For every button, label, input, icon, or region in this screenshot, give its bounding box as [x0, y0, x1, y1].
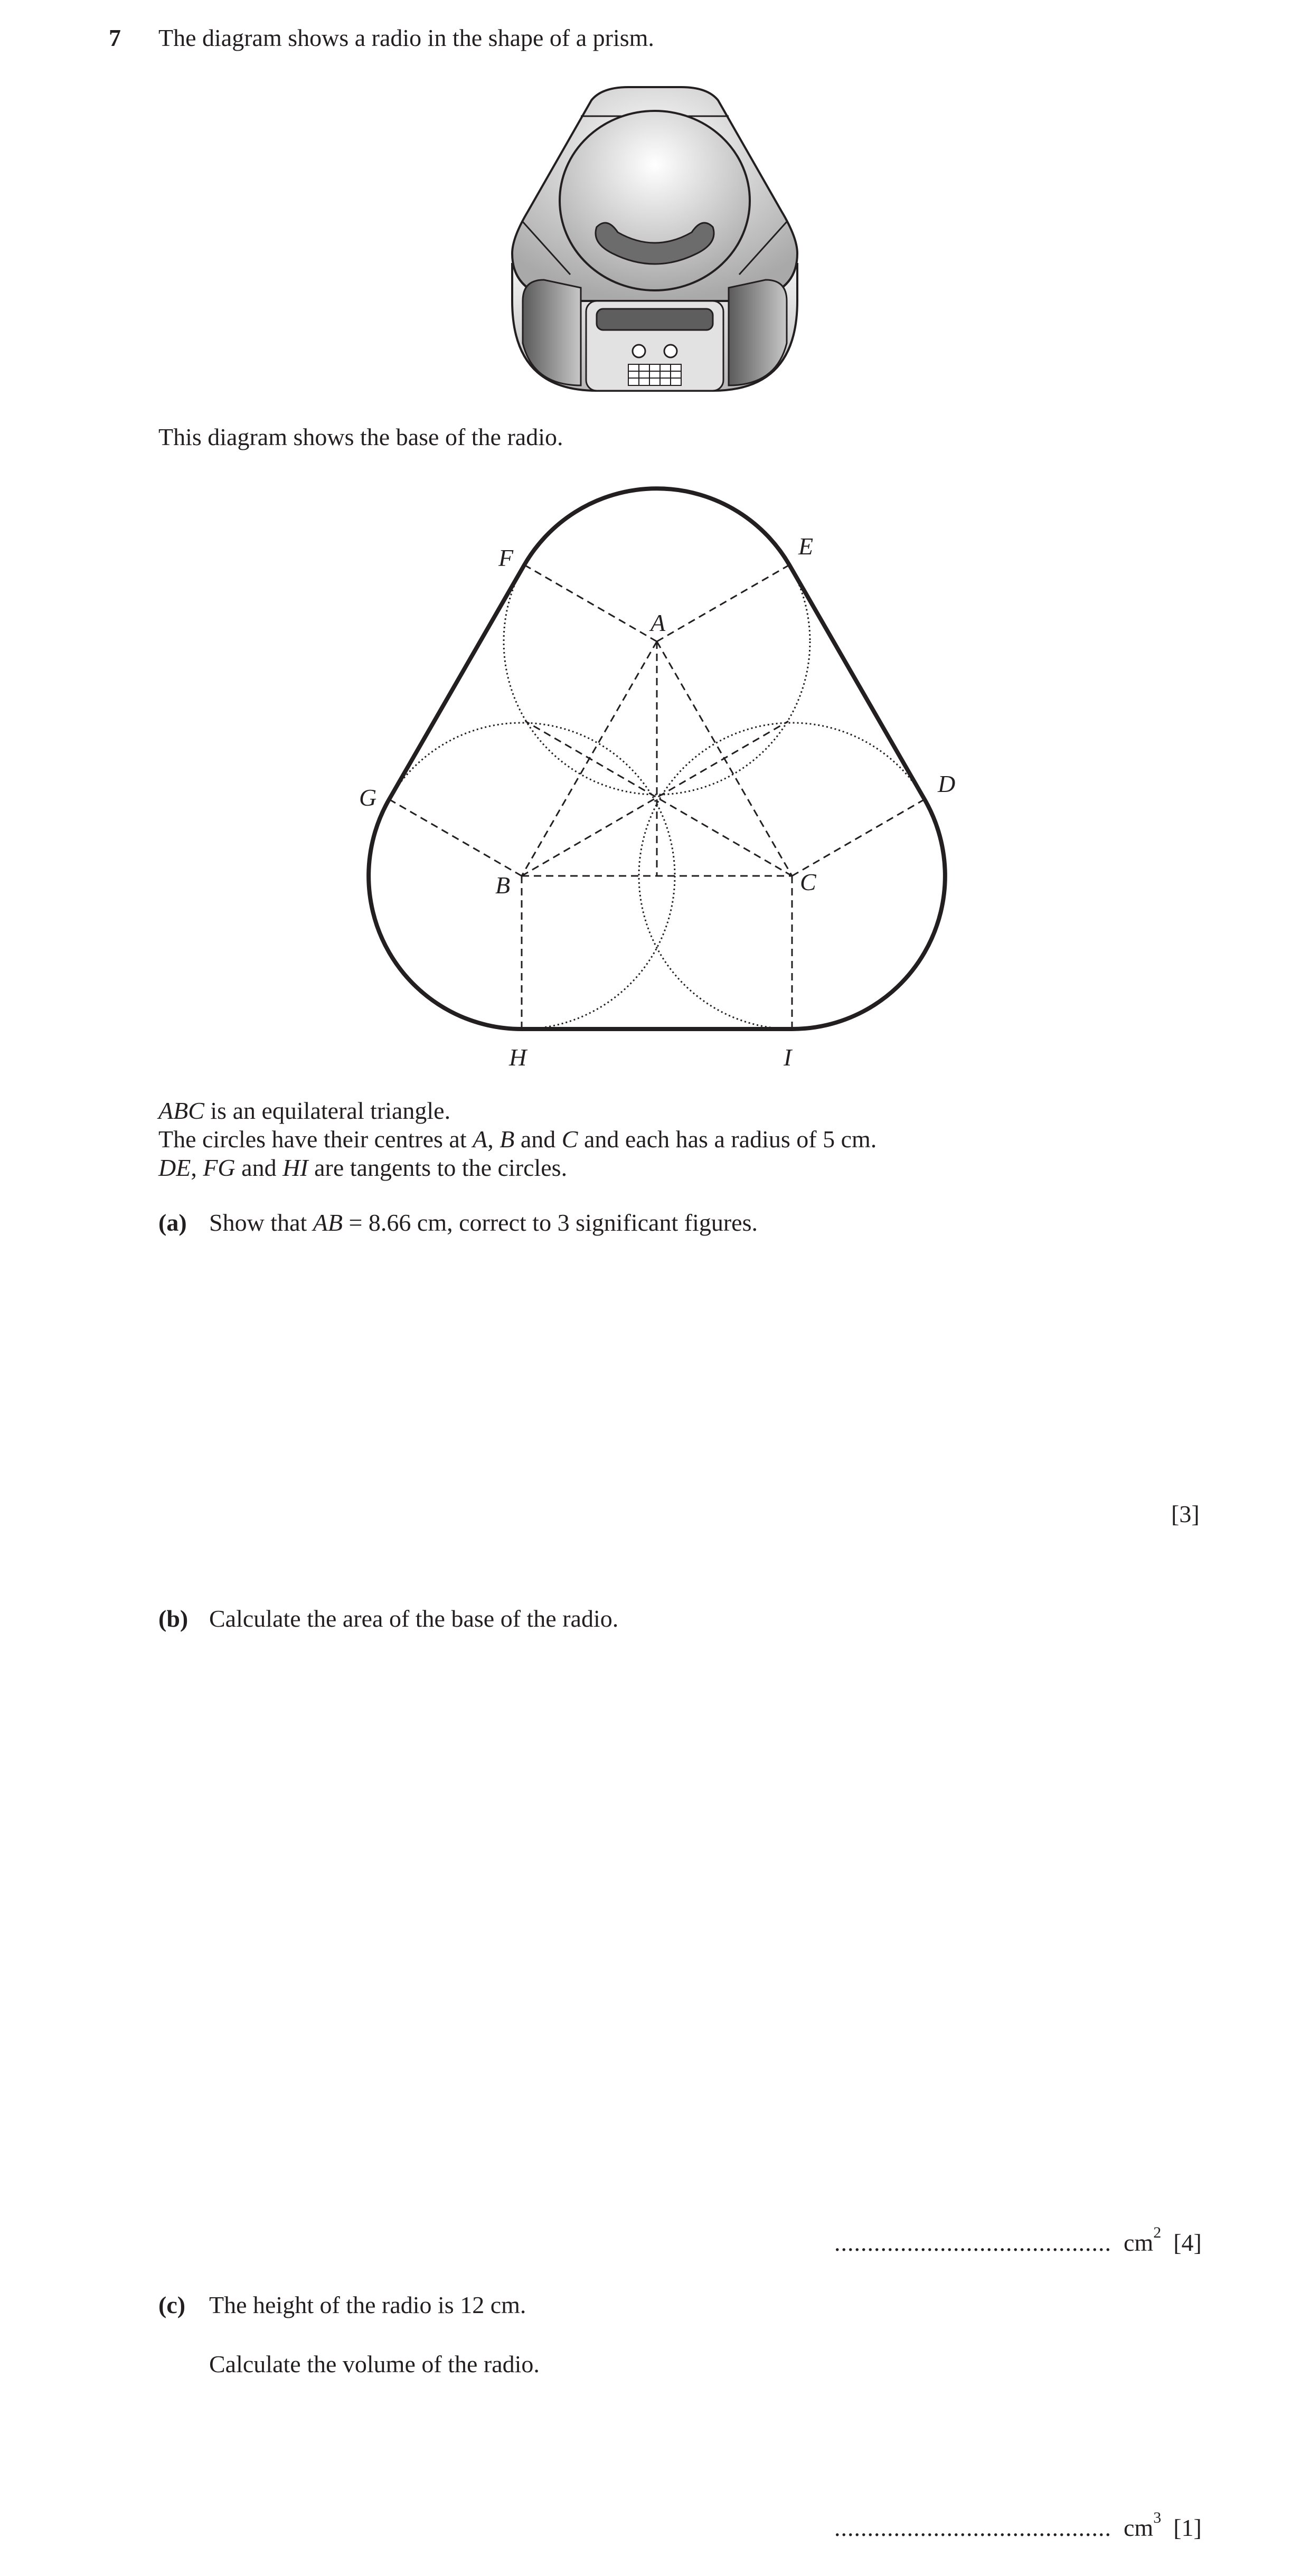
label-b: B: [495, 872, 511, 899]
base-diagram: [338, 465, 972, 1077]
part-a-text: Show that AB = 8.66 cm, correct to 3 significant figures.: [209, 1209, 758, 1236]
part-b-label: (b): [158, 1605, 189, 1632]
statement-centres: The circles have their centres at A, B and C and each has a radius of 5 cm.: [158, 1126, 877, 1153]
part-b-text: Calculate the area of the base of the radio.: [209, 1605, 619, 1632]
statement-tangents: DE, FG and HI are tangents to the circles.: [158, 1154, 568, 1181]
label-d: D: [938, 770, 956, 797]
unit: cm: [1124, 2229, 1154, 2256]
label-h: H: [509, 1044, 527, 1071]
question-number: 7: [109, 24, 121, 51]
unit-power: 3: [1153, 2509, 1162, 2526]
unit: cm: [1124, 2514, 1154, 2541]
unit-power: 2: [1153, 2224, 1162, 2241]
label-e: E: [798, 533, 814, 560]
label-c: C: [800, 869, 816, 895]
part-c-label: (c): [158, 2291, 186, 2318]
label-i: I: [784, 1044, 792, 1071]
part-b-answer-line[interactable]: [834, 2224, 1202, 2258]
statement-equilateral: ABC is an equilateral triangle.: [158, 1097, 451, 1124]
part-c-text-height: The height of the radio is 12 cm.: [209, 2291, 526, 2318]
label-f: F: [498, 544, 514, 571]
answer-dots[interactable]: ..........................................: [834, 2229, 1111, 2256]
part-c-answer-line[interactable]: [834, 2509, 1202, 2543]
radio-illustration: [507, 79, 803, 396]
question-intro: The diagram shows a radio in the shape of a prism.: [158, 24, 654, 51]
label-g: G: [359, 784, 377, 811]
answer-dots[interactable]: ..........................................: [834, 2514, 1111, 2541]
part-a-marks: [3]: [1171, 1501, 1200, 1527]
part-a-label: (a): [158, 1209, 187, 1236]
label-a: A: [651, 609, 666, 636]
part-c-text-volume: Calculate the volume of the radio.: [209, 2351, 540, 2377]
part-c-marks: [1]: [1173, 2514, 1202, 2541]
base-intro: This diagram shows the base of the radio.: [158, 423, 563, 450]
part-b-marks: [4]: [1173, 2229, 1202, 2256]
